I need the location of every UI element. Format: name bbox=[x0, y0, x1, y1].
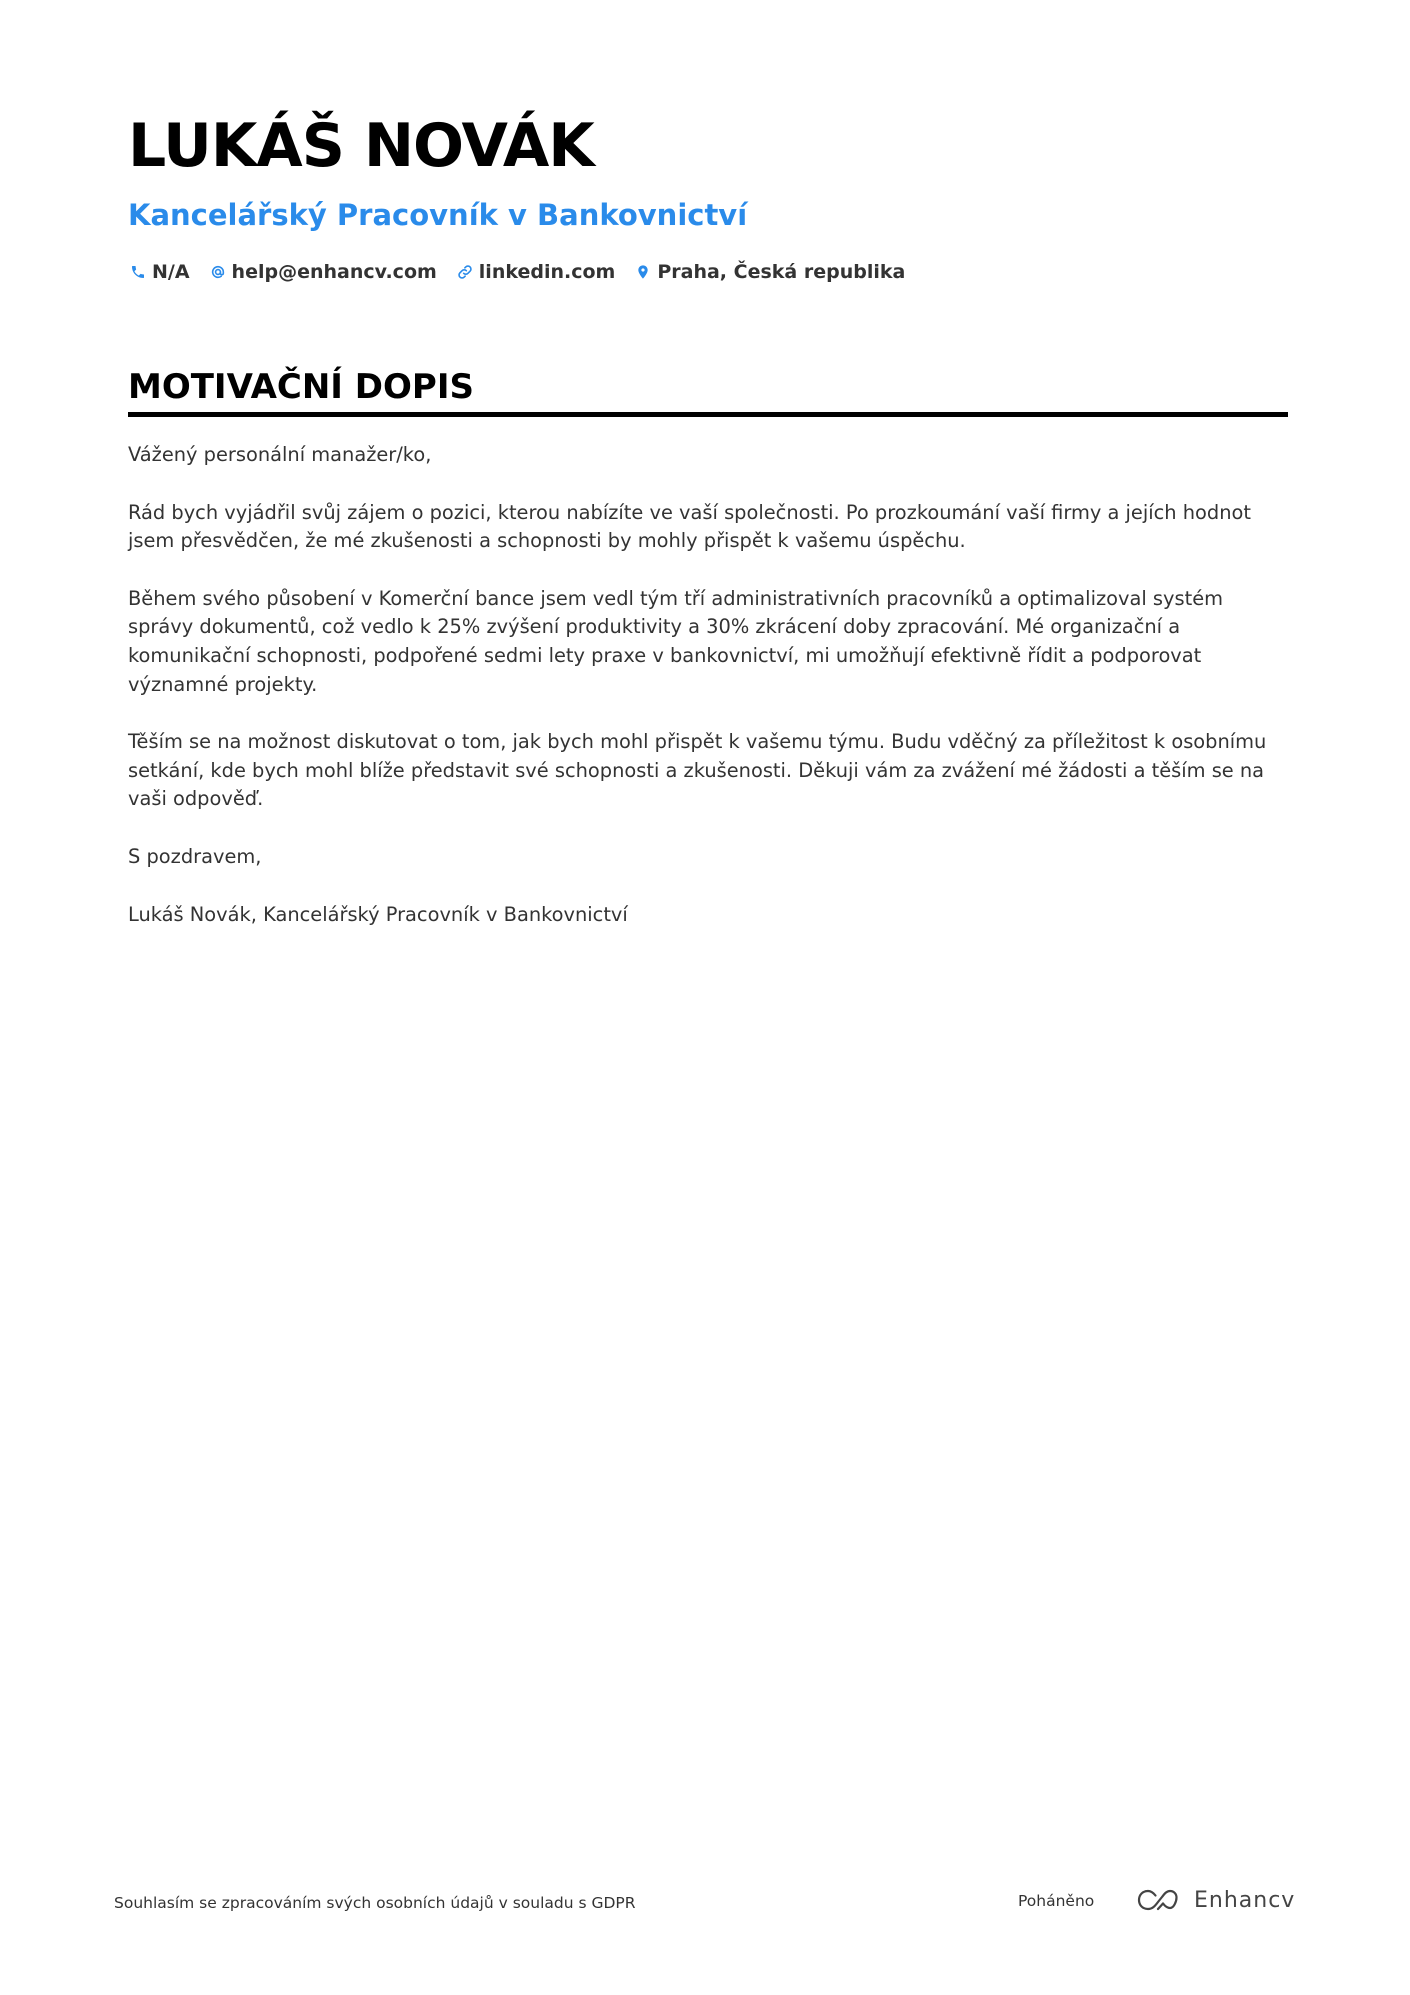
brand-name: Enhancv bbox=[1194, 1887, 1296, 1913]
contact-linkedin[interactable] bbox=[455, 258, 616, 286]
candidate-name: LUKÁŠ NOVÁK bbox=[128, 111, 594, 181]
letter-closing: S pozdravem, bbox=[128, 844, 262, 868]
job-title: Kancelářský Pracovník v Bankovnictví bbox=[128, 198, 748, 232]
letter-paragraph: Těším se na možnost diskutovat o tom, jak bych mohl přispět k vašemu týmu. Budu vděčný za příležitost k osobnímu setkání, kde bych mohl blíže představit své schopnosti a zkušenosti. Děkuji vám za zvážení mé žádosti a těším se na vaši odpověď. bbox=[128, 730, 1267, 811]
letter-greeting: Vážený personální manažer/ko, bbox=[128, 443, 432, 466]
letter-body bbox=[128, 441, 1288, 929]
contact-phone bbox=[128, 258, 190, 286]
contact-email[interactable] bbox=[208, 258, 437, 286]
powered-by-label: Poháněno bbox=[1018, 1892, 1095, 1910]
letter-paragraph: Během svého působení v Komerční bance jsem vedl tým tří administrativních pracovníků a optimalizoval systém správy dokumentů, což vedlo k 25% zvýšení produktivity a 30% zkrácení doby zpracování. Mé organizační a komunikační schopnosti, podpořené sedmi lety praxe v bankovnictví, mi umožňují efektivně řídit a podporovat významné projekty. bbox=[128, 586, 1224, 696]
link-icon bbox=[455, 262, 475, 282]
cover-letter-section bbox=[128, 364, 1288, 958]
footer bbox=[114, 1886, 1296, 1926]
section-divider bbox=[128, 412, 1288, 417]
letter-signature: Lukáš Novák, Kancelářský Pracovník v Bankovnictví bbox=[128, 902, 628, 926]
gdpr-consent-text: Souhlasím se zpracováním svých osobních údajů v souladu s GDPR bbox=[114, 1894, 636, 1912]
phone-text: N/A bbox=[152, 261, 190, 283]
contact-location bbox=[633, 258, 905, 286]
enhancv-logo-icon bbox=[1136, 1886, 1182, 1914]
linkedin-text: linkedin.com bbox=[478, 261, 616, 283]
section-title: MOTIVAČNÍ DOPIS bbox=[128, 367, 474, 407]
brand[interactable] bbox=[1136, 1886, 1295, 1914]
letter-paragraph: Rád bych vyjádřil svůj zájem o pozici, kterou nabízíte ve vaší společnosti. Po prozkoumání vaší firmy a jejích hodnot jsem přesvědčen, že mé zkušenosti a schopnosti by mohly přispět k vašemu úspěchu. bbox=[128, 500, 1251, 553]
email-text: help@enhancv.com bbox=[231, 261, 437, 283]
location-pin-icon bbox=[633, 262, 653, 282]
location-text: Praha, Česká republika bbox=[657, 261, 906, 283]
at-icon bbox=[208, 262, 228, 282]
phone-icon bbox=[128, 262, 148, 282]
header bbox=[128, 108, 1288, 286]
contact-bar bbox=[128, 258, 1288, 286]
